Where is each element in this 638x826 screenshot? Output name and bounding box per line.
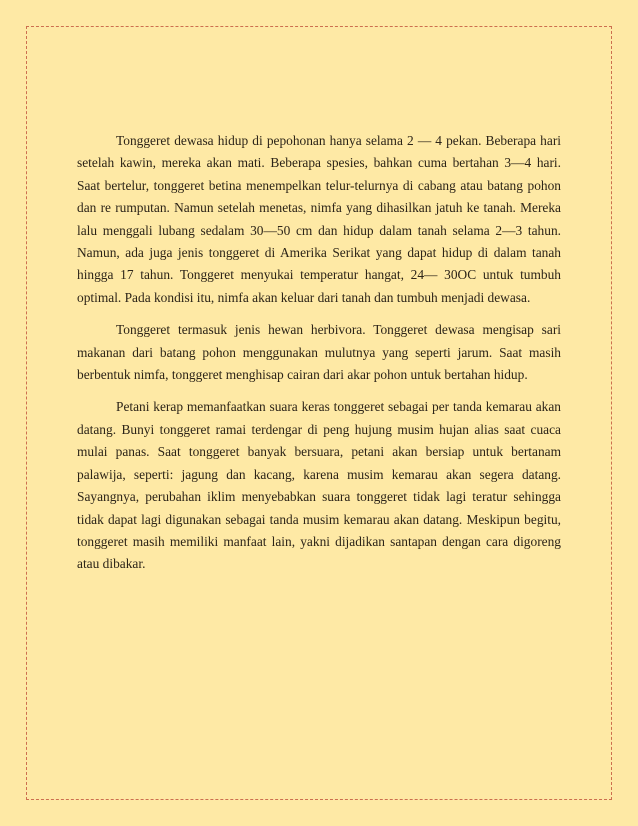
paragraph-1: Tonggeret dewasa hidup di pepohonan hanya selama 2 — 4 pekan. Beberapa hari setelah kawin, mereka akan mati. Beberapa spesies, bahkan cuma bertahan 3—4 hari. Saat bertelur, tonggeret betina menempelkan telur-telurnya di cabang atau batang pohon dan re rumputan. Namun setelah menetas, nimfa yang dihasilkan jatuh ke tanah. Mereka lalu menggali lubang sedalam 30—50 cm dan hidup dalam tanah selama 2—3 tahun. Namun, ada juga jenis tonggeret di Amerika Serikat yang dapat hidup di dalam tanah hingga 17 tahun. Tonggeret menyukai temperatur hangat, 24— 30OC untuk tumbuh optimal. Pada kondisi itu, nimfa akan keluar dari tanah dan tumbuh menjadi dewasa. (77, 133, 561, 305)
paragraph-2: Tonggeret termasuk jenis hewan herbivora. Tonggeret dewasa mengisap sari makanan dari batang pohon menggunakan mulutnya yang seperti jarum. Saat masih berbentuk nimfa, tonggeret menghisap cairan dari akar pohon untuk bertahan hidup. (77, 322, 561, 383)
paragraph-3: Petani kerap memanfaatkan suara keras tonggeret sebagai per tanda kemarau akan datang. Bunyi tonggeret ramai terdengar di peng hujung musim hujan alias saat cuaca mulai panas. Saat tonggeret banyak bersuara, petani akan bersiap untuk bertanam palawija, seperti: jagung dan kacang, karena musim kemarau akan segera datang. Sayangnya, perubahan iklim menyebabkan suara tonggeret tidak lagi teratur sehingga tidak dapat lagi digunakan sebagai tanda musim kemarau akan datang. Meskipun begitu, tonggeret masih memiliki manfaat lain, yakni dijadikan santapan dengan cara digoreng atau dibakar. (77, 399, 561, 572)
document-body (77, 130, 561, 586)
